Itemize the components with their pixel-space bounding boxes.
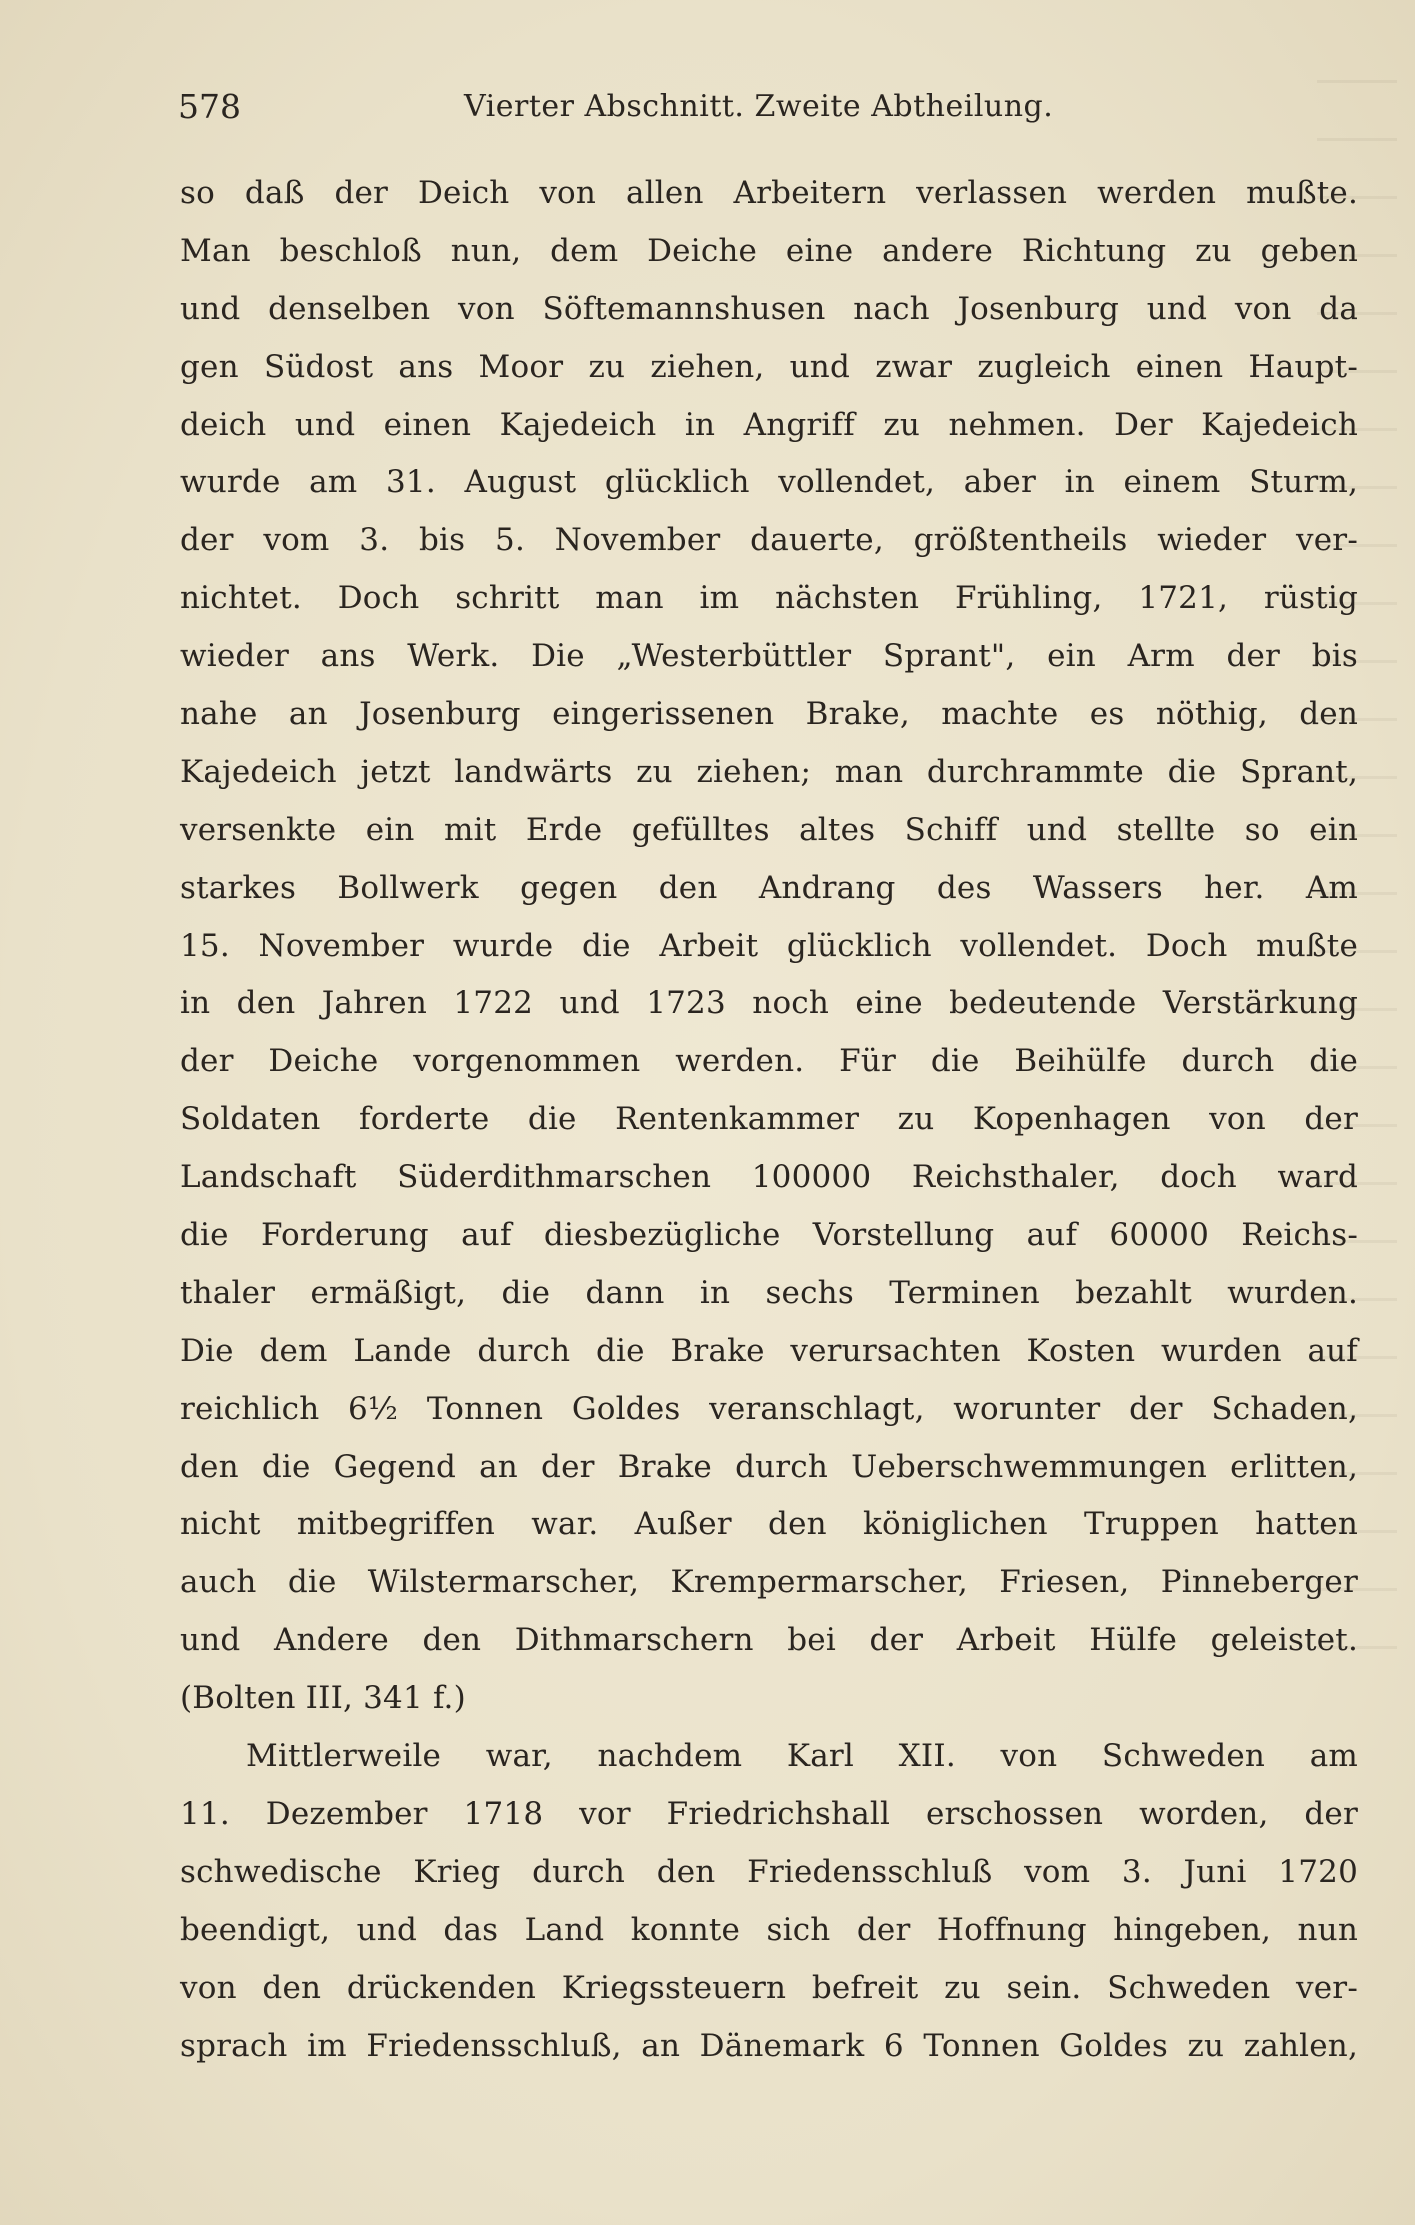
text-line: nicht mitbegriffen war. Außer den königlichen Truppen hatten [180, 1506, 1358, 1543]
text-line: die Forderung auf diesbezügliche Vorstellung auf 60000 Reichs- [180, 1217, 1358, 1254]
running-title: Vierter Abschnitt. Zweite Abtheilung. [464, 89, 1054, 124]
text-line: schwedische Krieg durch den Friedensschluß vom 3. Juni 1720 [180, 1853, 1358, 1890]
text-line: Landschaft Süderdithmarschen 100000 Reichsthaler, doch ward [180, 1159, 1358, 1196]
text-line: und Andere den Dithmarschern bei der Arbeit Hülfe geleistet. [180, 1622, 1358, 1659]
text-line: nahe an Josenburg eingerissenen Brake, machte es nöthig, den [180, 696, 1358, 733]
paragraph-start-line: Mittlerweile war, nachdem Karl XII. von Schweden am [246, 1738, 1358, 1775]
text-line: wieder ans Werk. Die „Westerbüttler Sprant", ein Arm der bis [180, 638, 1358, 675]
text-line: nichtet. Doch schritt man im nächsten Frühling, 1721, rüstig [180, 580, 1358, 617]
body-text [180, 165, 1358, 2075]
text-line: der Deiche vorgenommen werden. Für die Beihülfe durch die [180, 1043, 1358, 1080]
text-line: 11. Dezember 1718 vor Friedrichshall erschossen worden, der [180, 1795, 1358, 1832]
text-line: so daß der Deich von allen Arbeitern verlassen werden mußte. [180, 175, 1358, 211]
text-line: versenkte ein mit Erde gefülltes altes Schiff und stellte so ein [180, 811, 1358, 848]
text-line: der vom 3. bis 5. November dauerte, größtentheils wieder ver- [180, 522, 1358, 559]
citation-line: (Bolten III, 341 f.) [180, 1680, 466, 1717]
text-line: auch die Wilstermarscher, Krempermarscher, Friesen, Pinneberger [180, 1564, 1358, 1601]
text-line: gen Südost ans Moor zu ziehen, und zwar zugleich einen Haupt- [180, 348, 1358, 385]
text-line: reichlich 6½ Tonnen Goldes veranschlagt, worunter der Schaden, [180, 1390, 1358, 1427]
text-line: von den drückenden Kriegssteuern befreit zu sein. Schweden ver- [180, 1969, 1358, 2006]
text-line: Man beschloß nun, dem Deiche eine andere Richtung zu geben [180, 232, 1358, 269]
text-line: Soldaten forderte die Rentenkammer zu Kopenhagen von der [180, 1101, 1358, 1138]
text-line: sprach im Friedensschluß, an Dänemark 6 Tonnen Goldes zu zahlen, [180, 2027, 1358, 2064]
page-number: 578 [178, 87, 241, 126]
page-header [178, 82, 1358, 132]
text-line: starkes Bollwerk gegen den Andrang des Wassers her. Am [180, 869, 1358, 906]
text-line: thaler ermäßigt, die dann in sechs Terminen bezahlt wurden. [180, 1274, 1358, 1311]
text-line: deich und einen Kajedeich in Angriff zu nehmen. Der Kajedeich [180, 406, 1358, 443]
text-line: beendigt, und das Land konnte sich der Hoffnung hingeben, nun [180, 1911, 1358, 1948]
text-line: Die dem Lande durch die Brake verursachten Kosten wurden auf [180, 1332, 1358, 1369]
text-line: 15. November wurde die Arbeit glücklich vollendet. Doch mußte [180, 927, 1358, 964]
text-line: und denselben von Söftemannshusen nach Josenburg und von da [180, 290, 1358, 327]
text-line: wurde am 31. August glücklich vollendet, aber in einem Sturm, [180, 464, 1358, 501]
text-line: in den Jahren 1722 und 1723 noch eine bedeutende Verstärkung [180, 985, 1358, 1022]
text-line: Kajedeich jetzt landwärts zu ziehen; man durchrammte die Sprant, [180, 753, 1358, 790]
text-line: den die Gegend an der Brake durch Ueberschwemmungen erlitten, [180, 1448, 1358, 1485]
